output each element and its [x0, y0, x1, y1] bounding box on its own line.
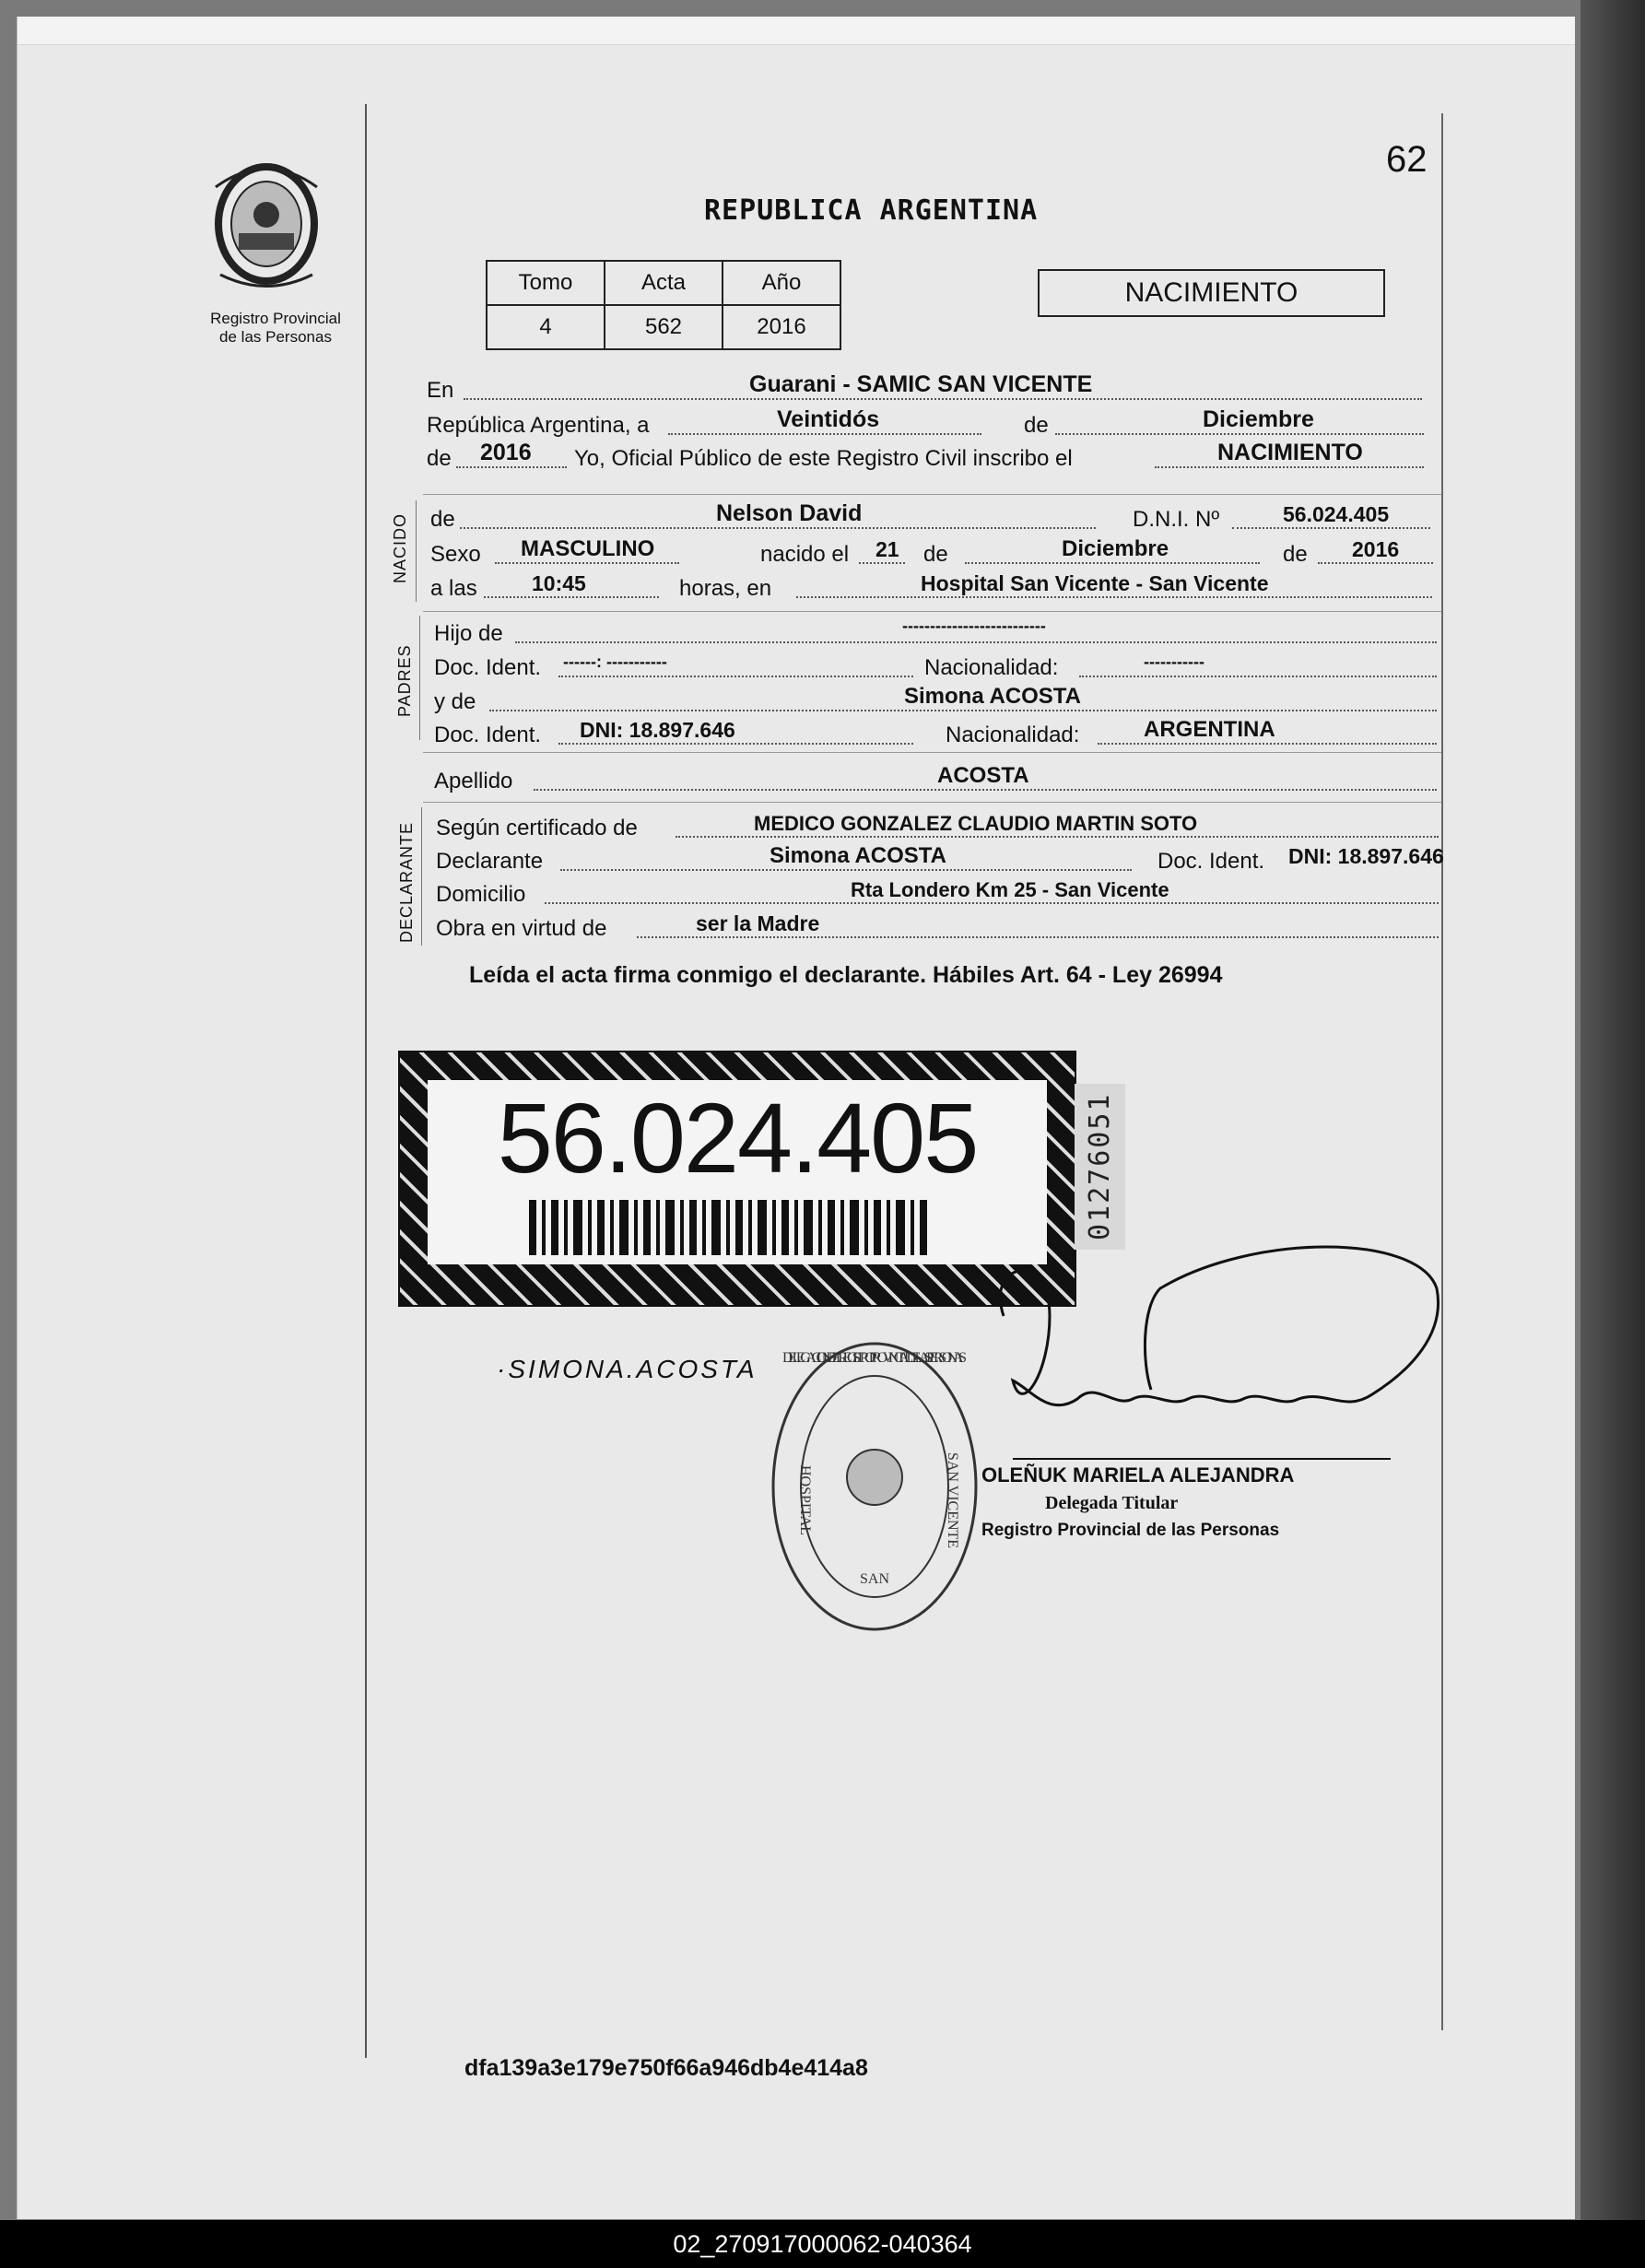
- logo-caption-line-1: Registro Provincial: [210, 310, 341, 327]
- value-birth-month: Diciembre: [1062, 536, 1169, 561]
- label-nacionalidad-2: Nacionalidad:: [946, 723, 1080, 747]
- record-header-acta: Acta: [605, 261, 723, 305]
- value-father-nationality: -----------: [1144, 652, 1204, 671]
- dots: [965, 562, 1260, 564]
- label-a-las: a las: [430, 576, 477, 601]
- label-doc-ident: Doc. Ident.: [434, 655, 542, 680]
- label-declarante: Declarante: [436, 849, 544, 874]
- dots: [1318, 562, 1433, 564]
- row-apellido: [434, 765, 1448, 796]
- row-nacido-name: [430, 500, 1444, 535]
- value-child-dni: 56.024.405: [1283, 502, 1390, 526]
- dots: [668, 433, 981, 435]
- dots: [495, 562, 679, 564]
- label-republica: República Argentina, a: [427, 413, 650, 438]
- record-value-ano: 2016: [723, 305, 840, 349]
- section-bar: [419, 616, 420, 740]
- dots: [484, 596, 659, 598]
- record-table: [486, 260, 841, 350]
- value-birth-year: 2016: [1352, 537, 1400, 561]
- value-certificado: MEDICO GONZALEZ CLAUDIO MARTIN SOTO: [754, 812, 1198, 835]
- side-label-nacido: NACIDO: [391, 512, 409, 583]
- value-mother-doc: DNI: 18.897.646: [580, 718, 735, 742]
- logo-caption-line-2: de las Personas: [219, 328, 332, 346]
- value-declarante: Simona ACOSTA: [770, 843, 947, 868]
- value-child-name: Nelson David: [716, 500, 863, 526]
- side-label-padres: PADRES: [395, 644, 414, 717]
- label-horas: horas, en: [679, 576, 772, 601]
- label-y-de: y de: [434, 689, 476, 714]
- value-place: Guarani - SAMIC SAN VICENTE: [749, 371, 1093, 397]
- right-margin-line: [1441, 113, 1443, 2030]
- value-year: 2016: [480, 440, 532, 465]
- sticker-side-code: 01276051: [1084, 1092, 1116, 1240]
- row-doc-mother: [434, 719, 1448, 750]
- dots: [1055, 433, 1424, 435]
- value-father: --------------------------: [902, 617, 1046, 635]
- row-declarante: [436, 845, 1450, 876]
- dots: [545, 902, 1439, 904]
- stamp-inner-1: HOSPITAL: [797, 1464, 813, 1536]
- stamp-inner-3: SAN: [859, 1571, 890, 1587]
- background-edge: [1580, 0, 1645, 2221]
- official-signature: [976, 1233, 1455, 1491]
- row-obra: [436, 912, 1450, 944]
- official-office: Registro Provincial de las Personas: [981, 1521, 1280, 1540]
- value-domicilio: Rta Londero Km 25 - San Vicente: [851, 878, 1169, 901]
- row-republica: [427, 406, 1440, 441]
- coat-of-arms-logo: [197, 150, 335, 298]
- divider: [423, 802, 1441, 803]
- row-year: [427, 442, 1440, 474]
- stamp-inner-2: SAN VICENTE: [945, 1451, 960, 1549]
- value-obra: ser la Madre: [696, 911, 820, 935]
- dots: [1232, 527, 1430, 529]
- dots: [464, 398, 1422, 400]
- row-y-de: [434, 686, 1448, 717]
- official-name: OLEÑUK MARIELA ALEJANDRA: [981, 1463, 1295, 1487]
- dots: [676, 836, 1439, 838]
- stamp-outer-text: DELEGACION DEL REGISTRO PROVINCIAL DE LAS PERSONAS: [781, 1350, 968, 1366]
- page-edge: [18, 17, 1575, 45]
- document-type-box: NACIMIENTO: [1038, 269, 1385, 317]
- label-de: de: [1024, 413, 1049, 438]
- label-domicilio: Domicilio: [436, 882, 526, 907]
- record-value-tomo: 4: [487, 305, 605, 349]
- label-dni: D.N.I. Nº: [1133, 507, 1220, 532]
- dots: [1098, 743, 1437, 745]
- dots: [859, 562, 905, 564]
- label-certificado: Según certificado de: [436, 816, 638, 840]
- value-apellido: ACOSTA: [937, 763, 1029, 788]
- label-apellido: Apellido: [434, 769, 513, 793]
- section-bar: [416, 500, 417, 602]
- section-bar: [421, 807, 422, 946]
- row-domicilio: [436, 878, 1450, 910]
- value-inscribo: NACIMIENTO: [1217, 440, 1363, 465]
- dots: [1079, 676, 1437, 677]
- sticker-label: [428, 1080, 1047, 1264]
- label-de-year: de: [427, 446, 452, 471]
- value-birth-place: Hospital San Vicente - San Vicente: [921, 571, 1269, 595]
- row-en: [427, 371, 1440, 405]
- dots: [460, 527, 1096, 529]
- label-doc-ident-2: Doc. Ident.: [434, 723, 542, 747]
- value-birth-day: 21: [875, 537, 899, 561]
- dots: [534, 789, 1437, 791]
- left-margin-line: [365, 104, 367, 2058]
- label-de-year-2: de: [1283, 542, 1308, 567]
- row-sexo: [430, 538, 1444, 570]
- label-doc-ident-3: Doc. Ident.: [1157, 849, 1265, 874]
- label-de-month: de: [923, 542, 948, 567]
- label-nacionalidad: Nacionalidad:: [924, 655, 1059, 680]
- official-role: Delegada Titular: [1045, 1493, 1179, 1513]
- dots: [456, 466, 567, 468]
- sticker-number: 56.024.405: [497, 1082, 978, 1193]
- official-stamp: [764, 1334, 985, 1639]
- dots: [637, 936, 1439, 938]
- row-certificado: [436, 812, 1450, 843]
- dots: [560, 869, 1132, 871]
- label-obra: Obra en virtud de: [436, 916, 607, 941]
- label-nacido-el: nacido el: [760, 542, 850, 567]
- value-time: 10:45: [532, 571, 586, 595]
- dots: [1155, 466, 1424, 468]
- record-value-acta: 562: [605, 305, 723, 349]
- dots: [558, 743, 913, 745]
- label-en: En: [427, 378, 454, 403]
- row-hijo-de: [434, 617, 1448, 649]
- record-header-ano: Año: [723, 261, 840, 305]
- barcode: [529, 1200, 934, 1255]
- row-doc-father: [434, 652, 1448, 683]
- logo-caption: [193, 310, 358, 347]
- dots: [558, 676, 913, 677]
- side-label-declarante: DECLARANTE: [397, 821, 416, 943]
- page-number: 62: [1386, 139, 1428, 180]
- document-title: REPUBLICA ARGENTINA: [704, 194, 1039, 227]
- closing-statement: Leída el acta firma conmigo el declarante. Hábiles Art. 64 - Ley 26994: [469, 962, 1223, 988]
- value-father-doc: ------: -----------: [563, 652, 667, 671]
- value-mother-nationality: ARGENTINA: [1144, 717, 1275, 742]
- document-page: [17, 17, 1575, 2219]
- divider: [423, 494, 1441, 495]
- value-sexo: MASCULINO: [521, 536, 655, 561]
- divider: [423, 611, 1441, 612]
- record-header-tomo: Tomo: [487, 261, 605, 305]
- document-hash: dfa139a3e179e750f66a946db4e414a8: [464, 2055, 868, 2081]
- dots: [796, 596, 1432, 598]
- value-day: Veintidós: [777, 406, 880, 432]
- label-de-name: de: [430, 507, 455, 532]
- dni-sticker: [398, 1051, 1076, 1307]
- value-declarante-doc: DNI: 18.897.646: [1288, 844, 1444, 868]
- value-mother: Simona ACOSTA: [904, 684, 1082, 709]
- divider: [423, 752, 1441, 753]
- label-sexo: Sexo: [430, 542, 481, 567]
- value-month: Diciembre: [1203, 406, 1314, 432]
- sticker-side-tag: [1075, 1084, 1125, 1250]
- footer-id-bar: 02_270917000062-040364: [0, 2220, 1645, 2268]
- dots: [489, 710, 1437, 711]
- label-hijo-de: Hijo de: [434, 621, 503, 646]
- label-yo: Yo, Oficial Público de este Registro Civil inscribo el: [574, 446, 1073, 471]
- row-hora: [430, 572, 1444, 604]
- dots: [515, 641, 1437, 643]
- declarant-handwritten-signature: ·SIMONA.ACOSTA: [497, 1355, 758, 1383]
